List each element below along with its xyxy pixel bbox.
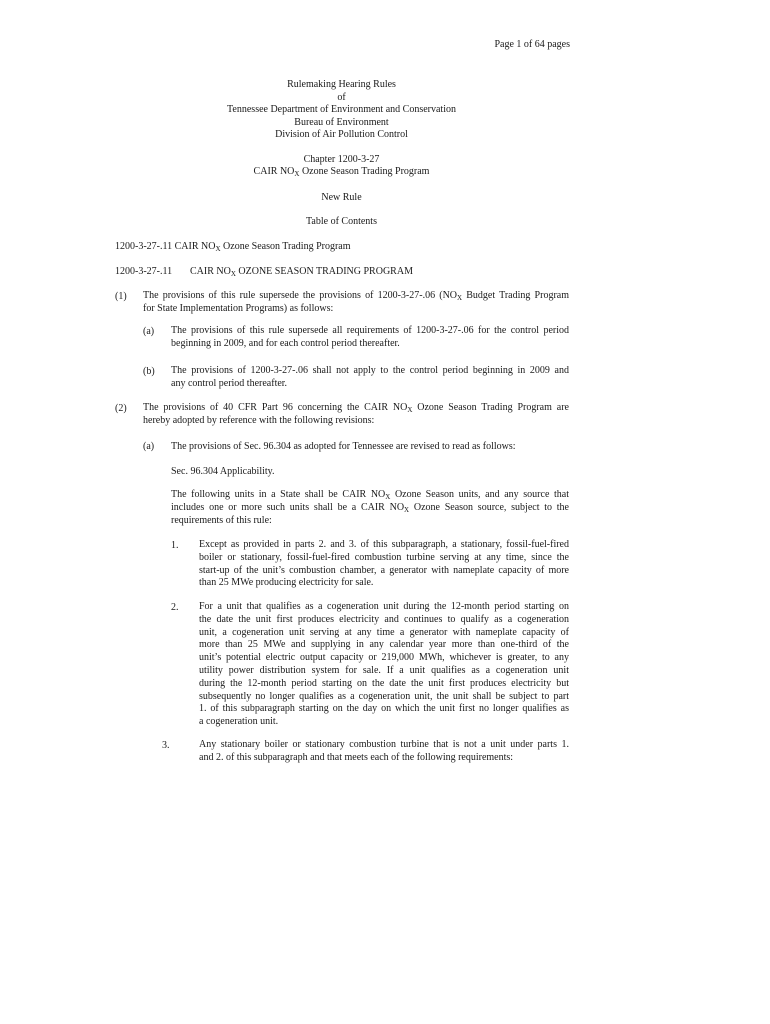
part-1-text: Except as provided in parts 2. and 3. of this subparagraph, a stationary, fossil-fuel-fired boiler or stationary, fossil-fuel-fired combustion turbine serving at any time, since the start-up of the unit’s combustion chamber, a generator with nameplate capacity of more than 25 MWe producing electricity for sale. bbox=[199, 539, 569, 589]
section-1b-text: The provisions of 1200-3-27-.06 shall not apply to the control period beginning in 2009 and any control period thereafter. bbox=[171, 365, 569, 389]
chapter-number: Chapter 1200-3-27 bbox=[303, 154, 380, 165]
title-line-1: Rulemaking Hearing Rules bbox=[287, 79, 396, 90]
section-1b-label: (b) bbox=[143, 366, 155, 377]
section-2a-label: (a) bbox=[143, 441, 155, 452]
sec-96-304-heading: Sec. 96.304 Applicability. bbox=[171, 466, 275, 477]
section-2-label: (2) bbox=[115, 403, 127, 414]
chapter-title: CAIR $NO_X$ Ozone Season Trading Program bbox=[253, 166, 430, 178]
title-line-3: Tennessee Department of Environment and Conservation bbox=[227, 104, 456, 115]
part-2-label: 2. bbox=[171, 602, 179, 613]
section-1-text: The provisions of this rule supersede the provisions of 1200-3-27-.06 ($NO_X$ Budget Trading Program for State Implementation Programs) as follows: bbox=[143, 290, 569, 314]
title-line-4: Bureau of Environment bbox=[294, 116, 389, 128]
rule-heading: CAIR $NO_X$ OZONE SEASON TRADING PROGRAM bbox=[190, 266, 413, 278]
part-2-text: For a unit that qualifies as a cogeneration unit during the 12-month period starting on the date the unit first produces electricity and continues to qualify as a cogeneration unit, a cogeneration unit serving at any time a generator with nameplate capacity of more than 25 MWe and supplying in any calendar year more than one-third of the unit’s potential electric output capacity or 219,000 MWh, whichever is greater, to any utility power distribution system for sale. If a unit qualifies as a cogeneration unit during the 12-month period starting on the date the unit first produces electricity but subsequently no longer qualifies as a cogeneration unit, the unit shall be subject to part 1. of this subparagraph starting on the day on which the unit first no longer qualifies as a cogeneration unit. bbox=[199, 601, 569, 728]
rule-number: 1200-3-27-.11 bbox=[115, 266, 173, 277]
toc-heading: Table of Contents bbox=[306, 216, 377, 227]
section-1-label: (1) bbox=[115, 291, 127, 302]
title-line-5: Division of Air Pollution Control bbox=[275, 129, 408, 140]
section-1a-text: The provisions of this rule supersede all requirements of 1200-3-27-.06 for the control period beginning in 2009, and for each control period thereafter. bbox=[171, 325, 569, 349]
page-number: Page 1 of 64 pages bbox=[494, 39, 570, 50]
section-2-text: The provisions of 40 CFR Part 96 concerning the CAIR $NO_X$ Ozone Season Trading Program are hereby adopted by reference with the following revisions: bbox=[143, 402, 569, 426]
toc-entry: 1200-3-27-.11 CAIR $NO_X$ Ozone Season Trading Program bbox=[115, 241, 351, 253]
section-2a-text: The provisions of Sec. 96.304 as adopted for Tennessee are revised to read as follows: bbox=[171, 441, 516, 452]
part-3-label: 3. bbox=[162, 740, 170, 751]
section-1a-label: (a) bbox=[143, 326, 155, 337]
new-rule-label: New Rule bbox=[321, 192, 362, 203]
part-3-text: Any stationary boiler or stationary combustion turbine that is not a unit under parts 1. and 2. of this subparagraph and that meets each of the following requirements: bbox=[199, 739, 569, 763]
part-1-label: 1. bbox=[171, 540, 179, 551]
title-line-2: of bbox=[337, 91, 346, 103]
applicability-intro: The following units in a State shall be CAIR $NO_X$ Ozone Season units, and any source that includes one or more such units shall be a CAIR $NO_X$ Ozone Season source, subject to the requirements of this rule: bbox=[171, 489, 569, 526]
